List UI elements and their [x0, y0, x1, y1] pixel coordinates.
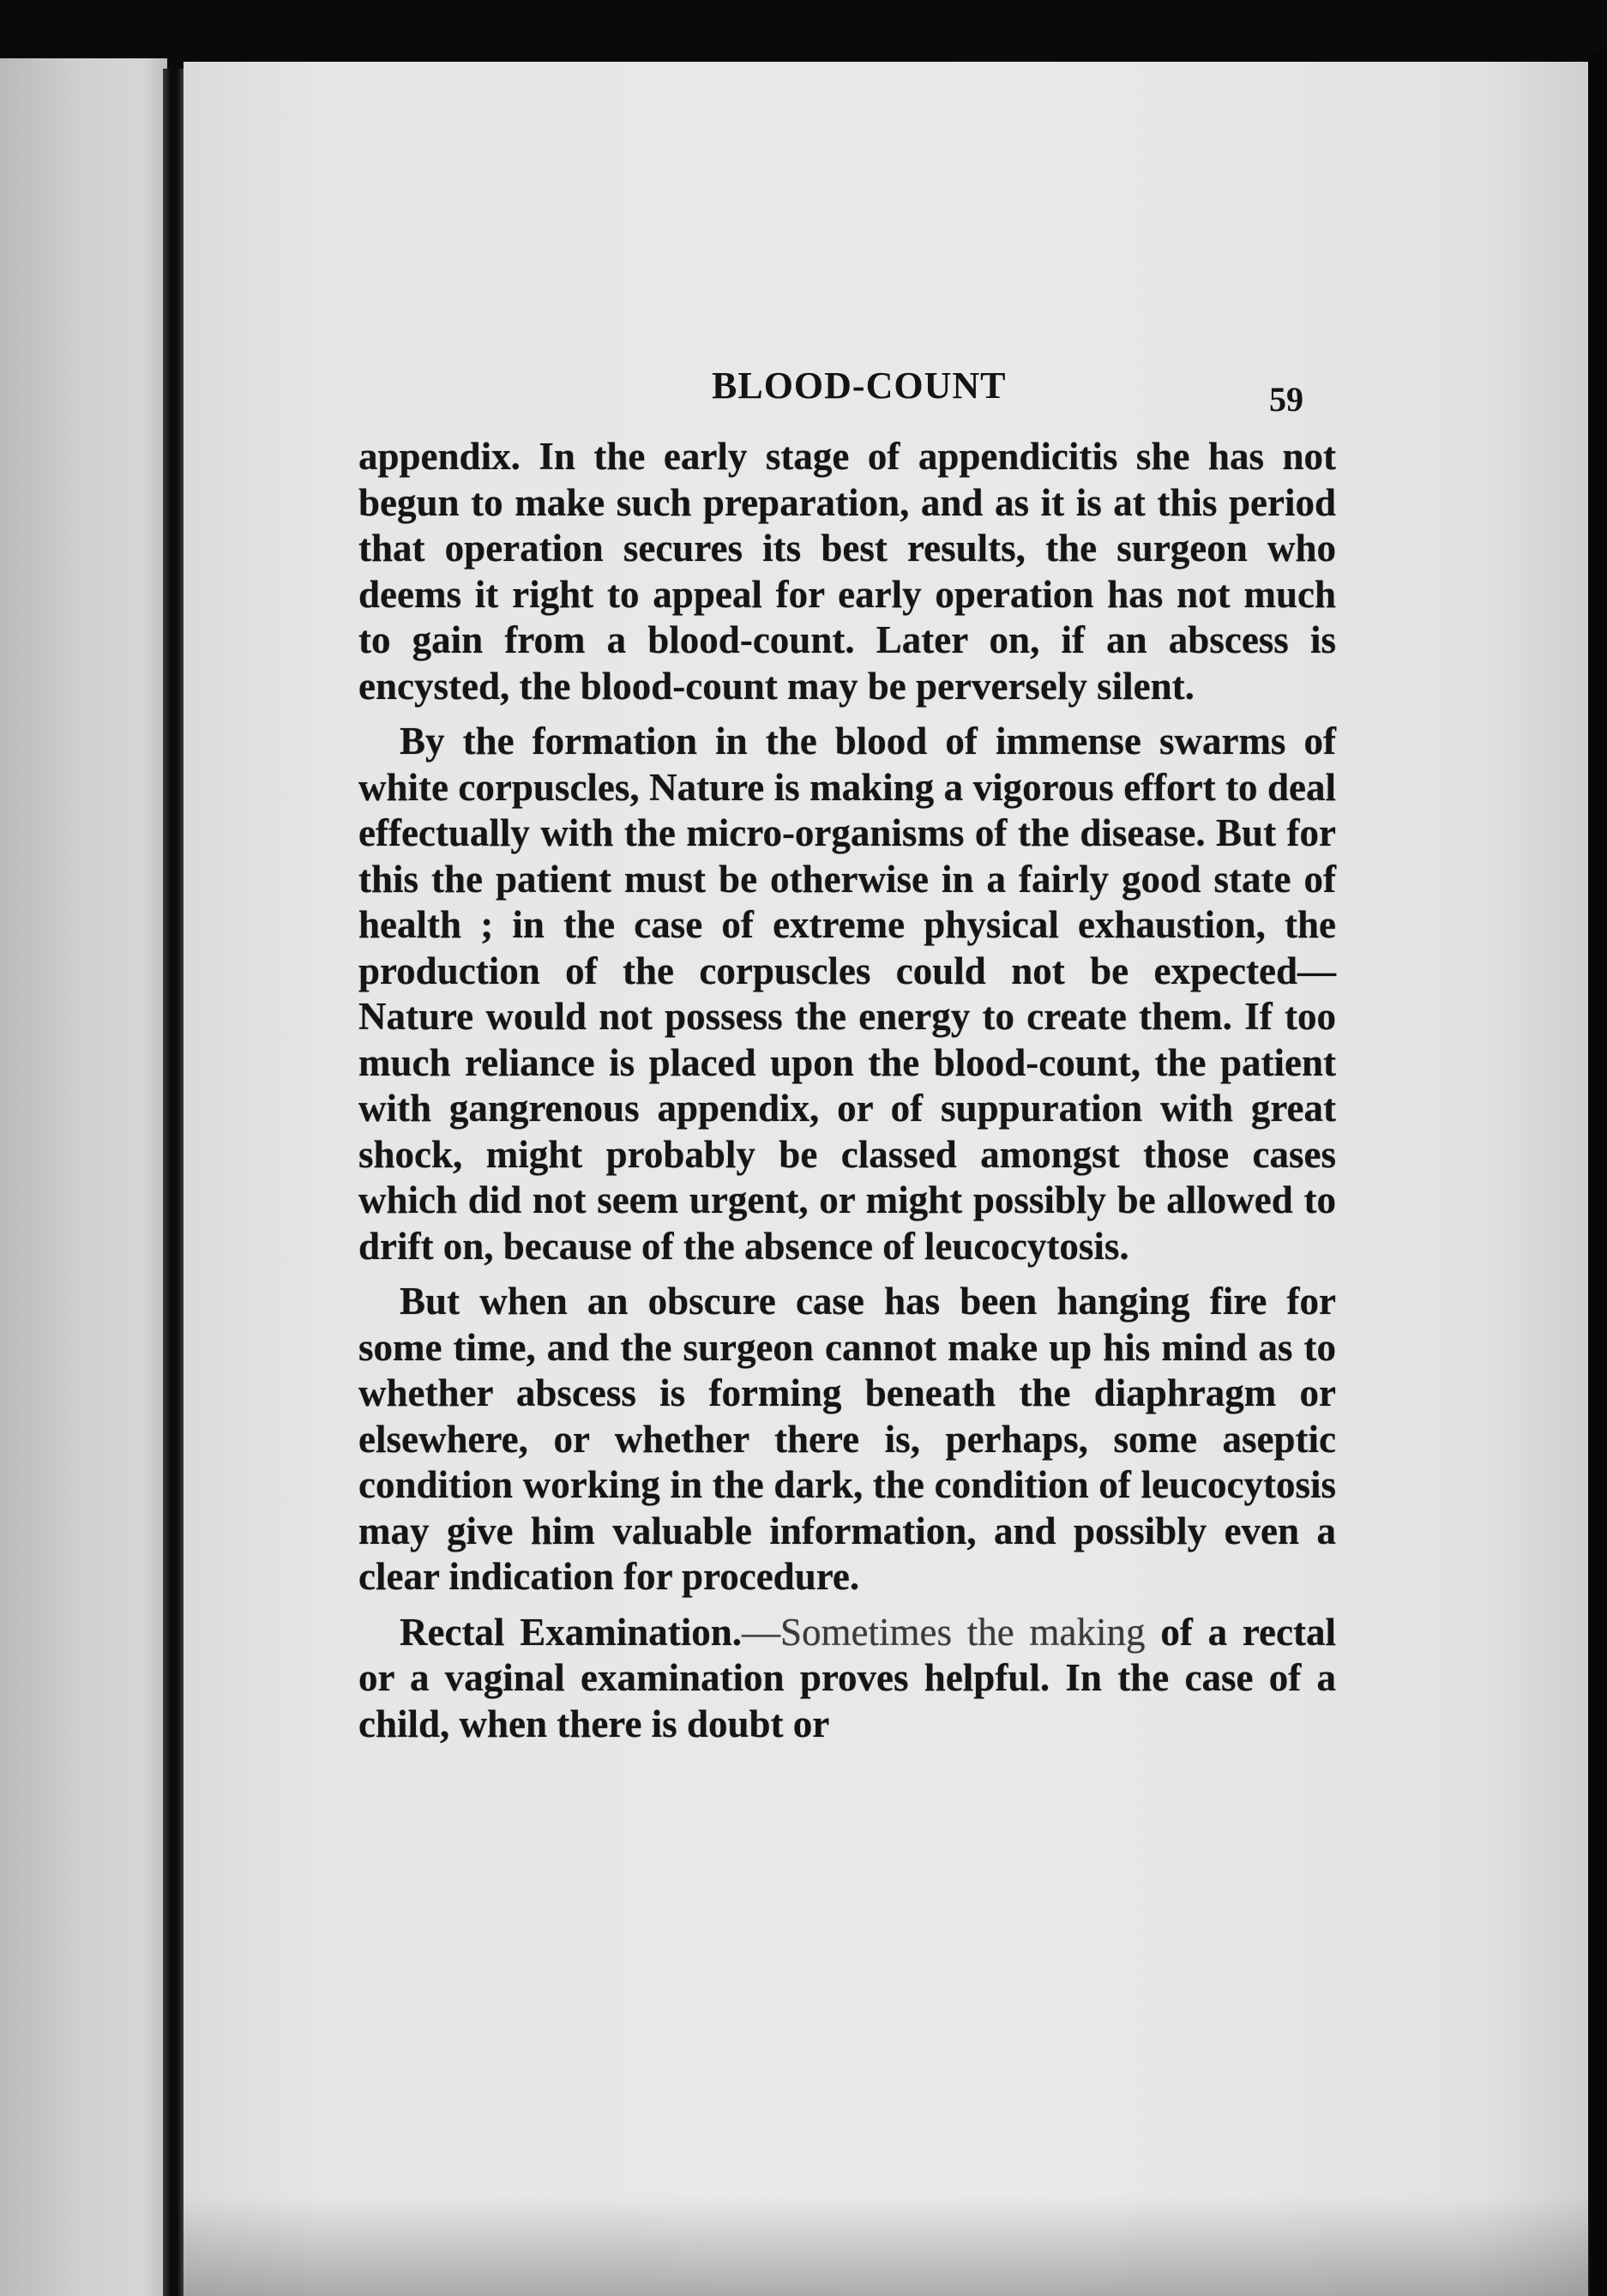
adjacent-page-edge — [0, 58, 167, 2296]
page-number: 59 — [1269, 380, 1303, 419]
section-heading-rectal-examination: Rectal Examination. — [400, 1610, 743, 1654]
paragraph-rectal-examination — [358, 1610, 1336, 1748]
faded-text: —Sometimes the making — [742, 1610, 1146, 1654]
section-text: of a rectal or a vaginal examination proves helpful. In the case of a child, when there is doubt or — [358, 1610, 1336, 1745]
paragraph-obscure-case: But when an obscure case has been hanging fire for some time, and the surgeon cannot make up his mind as to whether abscess is forming beneath the diaphragm or elsewhere, or whether there is, perhaps, some aseptic condition working in the dark, the condition of leucocytosis may give him valuable information, and possibly even a clear indication for procedure. — [358, 1280, 1336, 1598]
running-head: BLOOD-COUNT — [712, 365, 1007, 407]
scan-right-edge — [1588, 51, 1607, 2296]
paragraph-continued: appendix. In the early stage of appendicitis she has not begun to make such preparation, and as it is at this period that operation secures its best results, the surgeon who deems it right to appeal for early operation has not much to gain from a blood-count. Later on, if an abscess is encysted, the blood-count may be perversely silent. — [358, 435, 1336, 708]
book-gutter — [163, 69, 185, 2296]
scan-bottom-shadow — [184, 2196, 1590, 2296]
paragraph-leucocytosis-nature: By the formation in the blood of immense swarms of white corpuscles, Nature is making a vigorous effort to deal effectually with the micro-organisms of the disease. But for this the patient must be otherwise in a fairly good state of health ; in the case of extreme physical exhaustion, the production of the corpuscles could not be expected—Nature would not possess the energy to create them. If too much reliance is placed upon the blood-count, the patient with gangrenous appendix, or of suppuration with great shock, might probably be classed amongst those cases which did not seem urgent, or might possibly be allowed to drift on, because of the absence of leucocytosis. — [358, 720, 1336, 1268]
body-text — [358, 434, 1336, 1747]
